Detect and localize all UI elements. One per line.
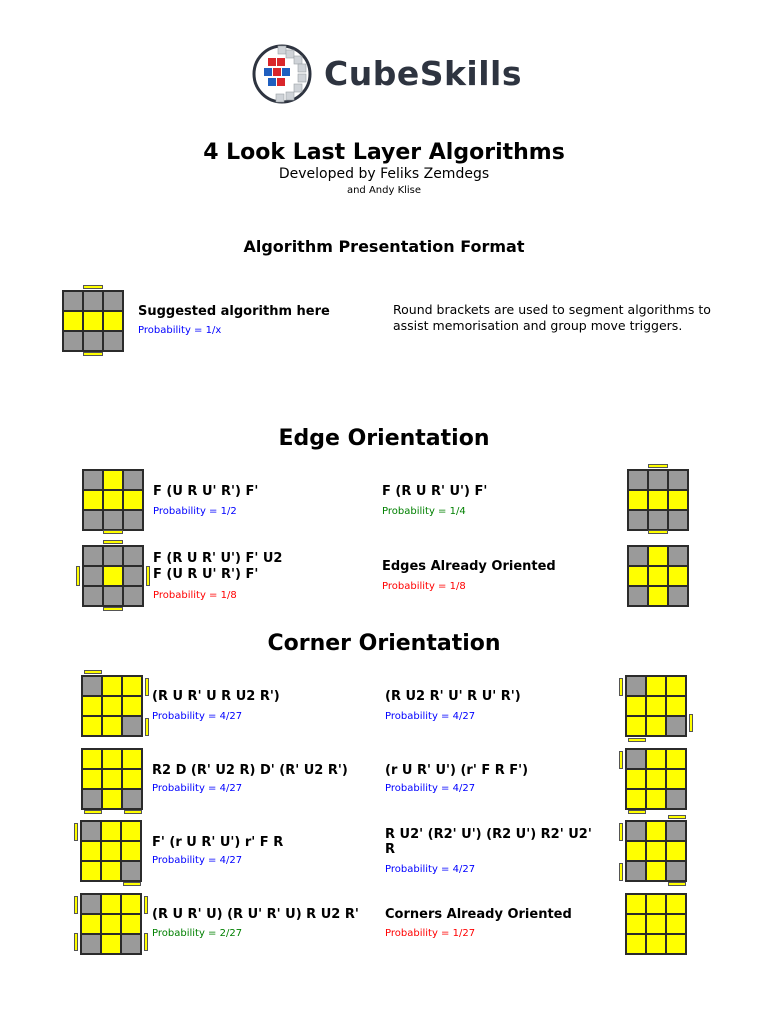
cube-sticker xyxy=(123,677,141,695)
cube-sticker xyxy=(647,750,665,768)
corner-case-7-probability: Probability = 2/27 xyxy=(152,928,243,939)
cube-sticker xyxy=(669,471,687,489)
cube-sticker xyxy=(102,895,120,913)
corner-case-3-algorithm: R2 D (R' U2 R) D' (R' U2 R') xyxy=(152,763,348,778)
edge-case-1-probability: Probability = 1/2 xyxy=(153,506,237,517)
cube-sticker xyxy=(82,842,100,860)
edge-case-4-diagram xyxy=(627,545,689,607)
cube-sticker xyxy=(82,822,100,840)
sticker-indicator xyxy=(84,670,102,674)
corner-case-1-algorithm: (R U R' U R U2 R') xyxy=(152,689,280,704)
cube-sticker xyxy=(667,822,685,840)
cube-sticker xyxy=(84,312,102,330)
edge-orientation-heading: Edge Orientation xyxy=(278,426,490,451)
cube-sticker xyxy=(124,567,142,585)
cube-sticker xyxy=(627,717,645,735)
cube-sticker xyxy=(84,547,102,565)
cube-sticker xyxy=(667,677,685,695)
edge-case-4-probability: Probability = 1/8 xyxy=(382,581,466,592)
sticker-indicator xyxy=(145,678,149,696)
cube-sticker xyxy=(649,511,667,529)
cube-sticker xyxy=(647,677,665,695)
example-probability: Probability = 1/x xyxy=(138,325,222,336)
cube-sticker xyxy=(82,935,100,953)
cube-sticker xyxy=(103,677,121,695)
cube-sticker xyxy=(104,491,122,509)
cube-sticker xyxy=(122,935,140,953)
cube-sticker xyxy=(649,587,667,605)
cube-sticker xyxy=(103,770,121,788)
corner-case-7-diagram xyxy=(80,893,142,955)
corner-case-2-algorithm: (R U2 R' U' R U' R') xyxy=(385,689,521,704)
edge-case-1-algorithm: F (U R U' R') F' xyxy=(153,484,259,499)
cube-sticker xyxy=(649,547,667,565)
cube-sticker xyxy=(84,587,102,605)
edge-case-4-algorithm: Edges Already Oriented xyxy=(382,559,556,574)
sticker-indicator xyxy=(668,882,686,886)
cube-sticker xyxy=(667,895,685,913)
edge-case-2-algorithm: F (R U R' U') F' xyxy=(382,484,488,499)
corner-case-6-algorithm-line2: R xyxy=(385,842,396,857)
cube-sticker xyxy=(629,567,647,585)
edge-case-3-algorithm-line2: F (U R U' R') F' xyxy=(153,567,259,582)
cube-sticker xyxy=(629,587,647,605)
corner-case-5-diagram xyxy=(80,820,142,882)
cube-sticker xyxy=(102,822,120,840)
edge-case-3-algorithm-line1: F (R U R' U') F' U2 xyxy=(153,551,283,566)
cube-sticker xyxy=(667,750,685,768)
cube-sticker xyxy=(104,547,122,565)
cube-sticker xyxy=(667,717,685,735)
cube-sticker xyxy=(123,697,141,715)
cube-sticker xyxy=(669,491,687,509)
cube-sticker xyxy=(627,862,645,880)
edge-case-2-diagram xyxy=(627,469,689,531)
format-note-line1: Round brackets are used to segment algorithms to xyxy=(393,302,711,317)
cube-sticker xyxy=(629,471,647,489)
corner-orientation-heading: Corner Orientation xyxy=(267,631,501,656)
cube-sticker xyxy=(667,790,685,808)
sticker-indicator xyxy=(84,810,102,814)
corner-case-4-diagram xyxy=(625,748,687,810)
cube-sticker xyxy=(103,790,121,808)
cube-sticker xyxy=(647,935,665,953)
cube-sticker xyxy=(104,471,122,489)
cube-sticker xyxy=(124,587,142,605)
cube-sticker xyxy=(83,750,101,768)
sticker-indicator xyxy=(144,933,148,951)
cube-sticker xyxy=(102,915,120,933)
sticker-indicator xyxy=(124,810,142,814)
sticker-indicator xyxy=(103,607,123,611)
example-algorithm: Suggested algorithm here xyxy=(138,304,330,319)
sticker-indicator xyxy=(74,933,78,951)
cube-sticker xyxy=(84,471,102,489)
cube-sticker xyxy=(627,842,645,860)
cube-sticker xyxy=(649,567,667,585)
cube-sticker xyxy=(667,697,685,715)
cube-sticker xyxy=(627,822,645,840)
corner-case-6-diagram xyxy=(625,820,687,882)
sticker-indicator xyxy=(619,823,623,841)
cube-sticker xyxy=(124,471,142,489)
coauthor-credit: and Andy Klise xyxy=(346,185,422,196)
cube-sticker xyxy=(647,697,665,715)
cube-sticker xyxy=(667,915,685,933)
sticker-indicator xyxy=(74,896,78,914)
format-heading: Algorithm Presentation Format xyxy=(243,237,525,256)
cube-sticker xyxy=(104,587,122,605)
cube-sticker xyxy=(122,895,140,913)
corner-case-8-diagram xyxy=(625,893,687,955)
sticker-indicator xyxy=(123,882,141,886)
cube-sticker xyxy=(102,935,120,953)
sticker-indicator xyxy=(103,530,123,534)
cube-sticker xyxy=(123,790,141,808)
cube-sticker xyxy=(647,915,665,933)
cube-sticker xyxy=(83,677,101,695)
corner-case-4-probability: Probability = 4/27 xyxy=(385,783,476,794)
cube-sticker xyxy=(647,822,665,840)
cube-sticker xyxy=(667,862,685,880)
brand-name: CubeSkills xyxy=(324,54,523,93)
cube-sticker xyxy=(103,717,121,735)
cube-sticker xyxy=(629,491,647,509)
cube-sticker xyxy=(627,790,645,808)
cube-sticker xyxy=(104,292,122,310)
cube-sticker xyxy=(104,312,122,330)
cube-sticker xyxy=(627,750,645,768)
cube-sticker xyxy=(123,717,141,735)
sticker-indicator xyxy=(689,714,693,732)
cube-sticker xyxy=(669,547,687,565)
cube-sticker xyxy=(64,332,82,350)
sticker-indicator xyxy=(145,718,149,736)
cube-sticker xyxy=(669,511,687,529)
cube-sticker xyxy=(627,697,645,715)
corner-case-4-algorithm: (r U R' U') (r' F R F') xyxy=(385,763,529,778)
sticker-indicator xyxy=(103,540,123,544)
sticker-indicator xyxy=(648,530,668,534)
cube-sticker xyxy=(647,770,665,788)
edge-case-1-diagram xyxy=(82,469,144,531)
corner-case-8-probability: Probability = 1/27 xyxy=(385,928,476,939)
cube-sticker xyxy=(647,842,665,860)
corner-case-5-algorithm: F' (r U R' U') r' F R xyxy=(152,835,284,850)
cube-sticker xyxy=(84,292,102,310)
cube-sticker xyxy=(104,511,122,529)
cube-sticker xyxy=(627,770,645,788)
edge-case-3-diagram xyxy=(82,545,144,607)
cube-sticker xyxy=(83,717,101,735)
cube-logo-icon xyxy=(248,44,324,104)
corner-case-5-probability: Probability = 4/27 xyxy=(152,855,243,866)
cube-sticker xyxy=(122,842,140,860)
cubeskills-logo xyxy=(248,44,528,104)
cube-sticker xyxy=(669,587,687,605)
cube-sticker xyxy=(627,677,645,695)
cube-sticker xyxy=(124,491,142,509)
corner-case-3-probability: Probability = 4/27 xyxy=(152,783,243,794)
cube-sticker xyxy=(647,790,665,808)
corner-case-1-diagram xyxy=(81,675,143,737)
sticker-indicator xyxy=(74,823,78,841)
sticker-indicator xyxy=(628,810,646,814)
cube-sticker xyxy=(122,822,140,840)
page-title: 4 Look Last Layer Algorithms xyxy=(203,140,565,165)
sticker-indicator xyxy=(76,566,80,586)
corner-case-6-algorithm-line1: R U2' (R2' U') (R2 U') R2' U2' xyxy=(385,827,592,842)
sticker-indicator xyxy=(619,678,623,696)
sticker-indicator xyxy=(619,751,623,769)
cube-sticker xyxy=(122,915,140,933)
cube-sticker xyxy=(83,697,101,715)
example-cube-diagram xyxy=(62,290,124,352)
cube-sticker xyxy=(647,862,665,880)
edge-case-2-probability: Probability = 1/4 xyxy=(382,506,466,517)
sticker-indicator xyxy=(648,464,668,468)
cube-sticker xyxy=(64,292,82,310)
cube-sticker xyxy=(124,511,142,529)
cube-sticker xyxy=(103,697,121,715)
cube-sticker xyxy=(667,842,685,860)
sticker-indicator xyxy=(146,566,150,586)
cube-sticker xyxy=(627,915,645,933)
sticker-indicator xyxy=(668,815,686,819)
cube-sticker xyxy=(102,842,120,860)
sticker-indicator xyxy=(628,738,646,742)
corner-case-1-probability: Probability = 4/27 xyxy=(152,711,243,722)
sticker-indicator xyxy=(619,863,623,881)
cube-sticker xyxy=(64,312,82,330)
cube-sticker xyxy=(667,770,685,788)
cube-sticker xyxy=(627,895,645,913)
cube-sticker xyxy=(123,750,141,768)
cube-sticker xyxy=(123,770,141,788)
cube-sticker xyxy=(669,567,687,585)
cube-sticker xyxy=(84,332,102,350)
developer-credit: Developed by Feliks Zemdegs xyxy=(278,166,490,182)
edge-case-3-probability: Probability = 1/8 xyxy=(153,590,237,601)
cube-sticker xyxy=(82,895,100,913)
cube-sticker xyxy=(104,332,122,350)
cube-sticker xyxy=(84,491,102,509)
corner-case-2-diagram xyxy=(625,675,687,737)
cube-sticker xyxy=(649,491,667,509)
cube-sticker xyxy=(629,547,647,565)
corner-case-3-diagram xyxy=(81,748,143,810)
cube-sticker xyxy=(124,547,142,565)
corner-case-2-probability: Probability = 4/27 xyxy=(385,711,476,722)
cube-sticker xyxy=(627,935,645,953)
corner-case-6-probability: Probability = 4/27 xyxy=(385,864,476,875)
cube-sticker xyxy=(647,895,665,913)
cube-sticker xyxy=(82,915,100,933)
cube-sticker xyxy=(102,862,120,880)
corner-case-7-algorithm: (R U R' U) (R U' R' U) R U2 R' xyxy=(152,907,359,922)
cube-sticker xyxy=(649,471,667,489)
cube-sticker xyxy=(83,790,101,808)
cube-sticker xyxy=(103,750,121,768)
cube-sticker xyxy=(647,717,665,735)
sticker-indicator xyxy=(83,352,103,356)
sticker-indicator xyxy=(83,285,103,289)
sticker-indicator xyxy=(144,896,148,914)
cube-sticker xyxy=(83,770,101,788)
cube-sticker xyxy=(629,511,647,529)
cube-sticker xyxy=(84,511,102,529)
cube-sticker xyxy=(104,567,122,585)
corner-case-8-algorithm: Corners Already Oriented xyxy=(385,907,572,922)
cube-sticker xyxy=(82,862,100,880)
cube-sticker xyxy=(84,567,102,585)
cube-sticker xyxy=(122,862,140,880)
cube-sticker xyxy=(667,935,685,953)
format-note-line2: assist memorisation and group move triggers. xyxy=(393,318,683,333)
